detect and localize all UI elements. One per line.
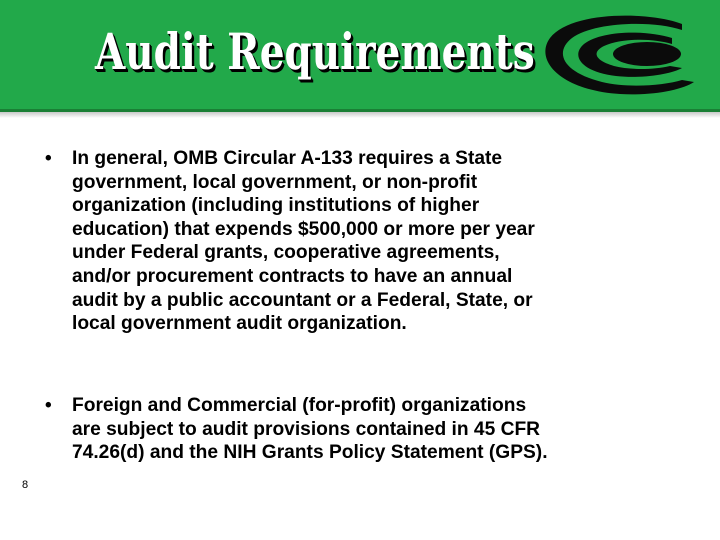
- page-number: 8: [22, 479, 29, 491]
- bullet-marker: •: [45, 395, 52, 416]
- slide-title: Audit Requirements: [95, 22, 535, 81]
- bullet-marker: •: [45, 148, 52, 169]
- bullet-text: Foreign and Commercial (for-profit) organizations are subject to audit provisions contained in 45 CFR 74.26(d) and the NIH Grants Policy Statement (GPS).: [72, 395, 548, 464]
- bullet-text: In general, OMB Circular A-133 requires a State government, local government, or non-profit organization (including institutions of higher education) that expends $500,000 or more per year under Federal grants, cooperative agreements, and/or procurement contracts to have an annual audit by a public accountant or a Federal, State, or local government audit organization.: [72, 148, 535, 335]
